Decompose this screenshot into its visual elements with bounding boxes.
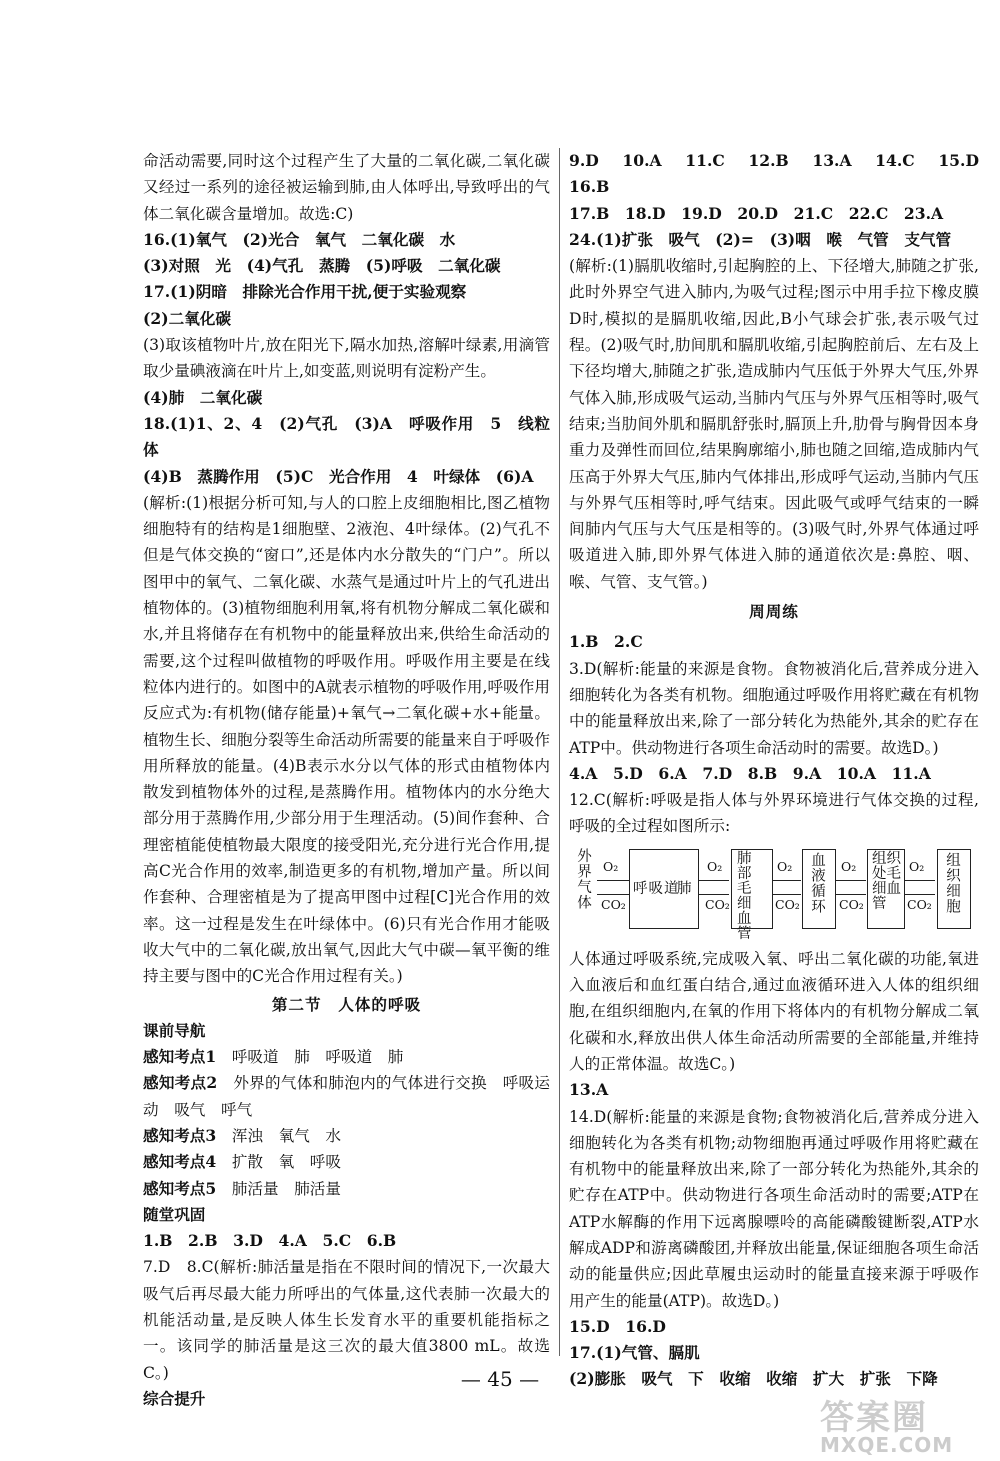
answer-line: 9.D 10.A 11.C 12.B 13.A 14.C 15.D 16.B xyxy=(569,151,995,197)
answer-paragraph: 12.C(解析:呼吸是指人体与外界环境进行气体交换的过程,呼吸的全过程如图所示: xyxy=(569,791,979,836)
knowledge-point xyxy=(143,1123,550,1149)
answer-line: 13.A xyxy=(569,1080,609,1100)
kp-label: 感知考点1 xyxy=(143,1047,217,1067)
explanation-paragraph: (解析:(1)膈肌收缩时,引起胸腔的上、下径增大,肺随之扩张,此时外界空气进入肺内,为吸气过程;图示中用手拉下橡皮膜D时,模拟的是膈肌收缩,因此,B小气球会扩张,表示吸气过程。(2)吸气时,肋间肌和膈肌收缩,引起胸腔前后、左右及上下径均增大,肺随之扩张,造成肺内气压低于外界大气压,外界气体入肺,形成吸气运动,当肺内气压与外界气压相等时,吸气结束;当肋间外肌和膈肌舒张时,膈顶上升,肋骨与胸骨因本身重力及弹性而回位,结果胸廓缩小,肺也随之回缩,造成肺内气压高于外界大气压,肺内气体排出,形成呼气运动,当肺内气压与外界气压相等时,呼气结束。因此吸气或呼气结束的一瞬间肺内气压与大气压是相等的。(3)吸气时,外界气体通过呼吸道进入肺,即外界气体进入肺的通道依次是:鼻腔、咽、喉、气管、支气管。) xyxy=(569,257,979,591)
kp-text: 外界的气体和肺泡内的气体进行交换 呼吸运动 吸气 呼气 xyxy=(143,1074,550,1119)
answer-line: 24.(1)扩张 吸气 (2)= (3)咽 喉 气管 支气管 xyxy=(569,229,952,249)
co2-label: CO₂ xyxy=(907,896,932,912)
kp-text: 浑浊 氧气 水 xyxy=(216,1126,341,1145)
arrow-out xyxy=(773,894,801,895)
respiration-flow-diagram xyxy=(569,846,979,942)
o2-label: O₂ xyxy=(707,858,723,874)
kp-label: 感知考点2 xyxy=(143,1073,218,1093)
watermark-line1: 答案圈 xyxy=(820,1398,928,1438)
answer-paragraph: 3.D(解析:能量的来源是食物。食物被消化后,营养成分进入细胞转化为各类有机物。细胞通过呼吸作用将贮藏在有机物中的能量释放出来,除了一部分转化为热能外,其余的贮存在ATP中。供动物进行各项生命活动时的需要。故选D。) xyxy=(569,659,979,757)
resp-tract-label: 呼吸道 xyxy=(633,880,680,897)
right-column xyxy=(569,148,995,1393)
answer-line: 1.B 2.C xyxy=(569,632,643,652)
heading-consolidate: 随堂巩固 xyxy=(143,1204,206,1224)
answer-line: 1.B 2.B 3.D 4.A 5.C 6.B xyxy=(143,1231,397,1251)
arrow-out xyxy=(597,894,629,895)
heading-improve: 综合提升 xyxy=(143,1388,206,1408)
section-title: 第二节 人体的呼吸 xyxy=(271,994,422,1014)
arrow-out xyxy=(905,894,935,895)
arrow-out xyxy=(699,894,729,895)
o2-label: O₂ xyxy=(841,858,857,874)
answer-line: 17.(1)气管、膈肌 xyxy=(569,1343,700,1363)
kp-text: 呼吸道 肺 呼吸道 肺 xyxy=(216,1048,404,1067)
left-text: 命活动需要,同时这个过程产生了大量的二氧化碳,二氧化碳又经过一系列的途径被运输到肺,由人体呼出,导致呼出的气体二氧化碳含量增加。故选:C) xyxy=(143,152,550,223)
kp-label: 感知考点3 xyxy=(143,1125,217,1145)
co2-label: CO₂ xyxy=(839,896,864,912)
answer-line: 17.(1)阴暗 排除光合作用干扰,便于实验观察 xyxy=(143,282,467,302)
kp-label: 感知考点5 xyxy=(143,1178,217,1198)
kp-text: 肺活量 肺活量 xyxy=(216,1179,341,1198)
alveolar-capillary-label: 肺部毛细血管 xyxy=(737,850,753,942)
answer-paragraph: 人体通过呼吸系统,完成吸入氧、呼出二氧化碳的功能,氧进入血液后和血红蛋白结合,通过血液循环进入人体的组织细胞,在组织细胞内,在氧的作用下将体内的有机物分解成二氧化碳和水,释放出供人体生命活动所需要的全部能量,并维持人的正常体温。故选C。) xyxy=(569,949,979,1073)
arrow-in xyxy=(699,880,729,881)
o2-label: O₂ xyxy=(603,858,619,874)
blood-circulation-label: 血液循环 xyxy=(809,851,825,914)
heading-preview: 课前导航 xyxy=(143,1020,206,1040)
weekly-title: 周周练 xyxy=(749,602,799,622)
answer-line: 16.(1)氧气 (2)光合 氧气 二氧化碳 水 xyxy=(143,229,456,249)
arrow-in xyxy=(773,880,801,881)
answer-line: (2)二氧化碳 xyxy=(143,308,231,328)
answer-line: (3)对照 光 (4)气孔 蒸腾 (5)呼吸 二氧化碳 xyxy=(143,256,501,276)
left-column xyxy=(143,148,550,1412)
answer-line: (2)膨胀 吸气 下 收缩 收缩 扩大 扩张 下降 xyxy=(569,1369,938,1389)
arrow-out xyxy=(836,894,866,895)
page-number: — 45 — xyxy=(460,1367,540,1391)
column-divider xyxy=(559,148,560,1356)
co2-label: CO₂ xyxy=(775,896,800,912)
o2-label: O₂ xyxy=(777,858,793,874)
knowledge-point xyxy=(143,1044,550,1070)
answer-line: (4)B 蒸腾作用 (5)C 光合作用 4 叶绿体 (6)A xyxy=(143,466,534,486)
answer-line: (3)取该植物叶片,放在阳光下,隔水加热,溶解叶绿素,用滴管取少量碘液滴在叶片上,如变蓝,则说明有淀粉产生。 xyxy=(143,336,550,381)
kp-label: 感知考点4 xyxy=(143,1152,217,1172)
watermark-line2: MXQE.COM xyxy=(820,1433,954,1457)
answer-line: 4.A 5.D 6.A 7.D 8.B 9.A 10.A 11.A xyxy=(569,763,931,783)
answer-line: (4)肺 二氧化碳 xyxy=(143,387,263,407)
tissue-capillary-label: 组织处毛细血管 xyxy=(872,850,901,912)
answer-line: 17.B 18.D 19.D 20.D 21.C 22.C 23.A xyxy=(569,203,944,223)
arrow-in xyxy=(836,880,866,881)
answer-paragraph: 14.D(解析:能量的来源是食物;食物被消化后,营养成分进入细胞转化为各类有机物;动物细胞再通过呼吸作用将贮藏在有机物中的能量释放出来,除了一部分转化为热能外,其余的贮存在ATP中。供动物进行各项生命活动时的需要;ATP在ATP水解酶的作用下远离腺嘌呤的高能磷酸键断裂,ATP水解成ADP和游离磷酸团,并释放出能量,保证细胞各项生命活动的能量供应;因此草履虫运动时的能量直接来源于呼吸作用产生的能量(ATP)。故选D。) xyxy=(569,1107,979,1310)
lung-label: 肺 xyxy=(677,880,692,897)
knowledge-point xyxy=(143,1070,550,1123)
co2-label: CO₂ xyxy=(705,896,730,912)
answer-line: 15.D 16.D xyxy=(569,1316,666,1336)
outside-air-label: 外界气体 xyxy=(575,847,591,910)
arrow-in xyxy=(597,880,629,881)
watermark-logo xyxy=(820,1390,988,1456)
co2-label: CO₂ xyxy=(601,896,626,912)
knowledge-point xyxy=(143,1176,550,1202)
kp-text: 扩散 氧 呼吸 xyxy=(216,1153,341,1172)
o2-label: O₂ xyxy=(909,858,925,874)
answer-line: 18.(1)1、2、4 (2)气孔 (3)A 呼吸作用 5 线粒体 xyxy=(143,413,550,460)
tissue-cell-label: 组织细胞 xyxy=(944,851,960,914)
explanation-paragraph: (解析:(1)根据分析可知,与人的口腔上皮细胞相比,图乙植物细胞特有的结构是1细胞壁、2液泡、4叶绿体。(2)气孔不但是气体交换的“窗口”,还是体内水分散失的“门户”。所以图甲中的氧气、二氧化碳、水蒸气是通过叶片上的气孔进出植物体的。(3)植物细胞利用氧,将有机物分解成二氧化碳和水,并且将储存在有机物中的能量释放出来,供给生命活动的需要,这个过程叫做植物的呼吸作用。呼吸作用主要是在线粒体内进行的。如图中的A就表示植物的呼吸作用,呼吸作用反应式为:有机物(储存能量)+氧气→二氧化碳+水+能量。植物生长、细胞分裂等生命活动所需要的能量来自于呼吸作用所释放的能量。(4)B表示水分以气体的形式由植物体内散发到植物体外的过程,是蒸腾作用。植物体内的水分绝大部分用于蒸腾作用,少部分用于生理活动。(5)间作套种、合理密植能使植物最大限度的接受阳光,充分进行光合作用,提高C光合作用的效率,制造更多的有机物,增加产量。所以间作套种、合理密植是为了提高甲图中过程[C]光合作用的效率。这一过程是发生在叶绿体中。(6)只有光合作用才能吸收大气中的二氧化碳,放出氧气,因此大气中碳—氧平衡的维持主要与图中的C光合作用过程有关。) xyxy=(143,493,550,986)
arrow-in xyxy=(905,880,935,881)
knowledge-point xyxy=(143,1149,550,1175)
answer-paragraph: 7.D 8.C(解析:肺活量是指在不限时间的情况下,一次最大吸气后再尽最大能力所呼出的气体量,这代表肺一次最大的机能活动量,是反映人体生长发育水平的重要机能指标之一。该同学的肺活量是这三次的最大值3800 mL。故选C。) xyxy=(143,1258,550,1382)
